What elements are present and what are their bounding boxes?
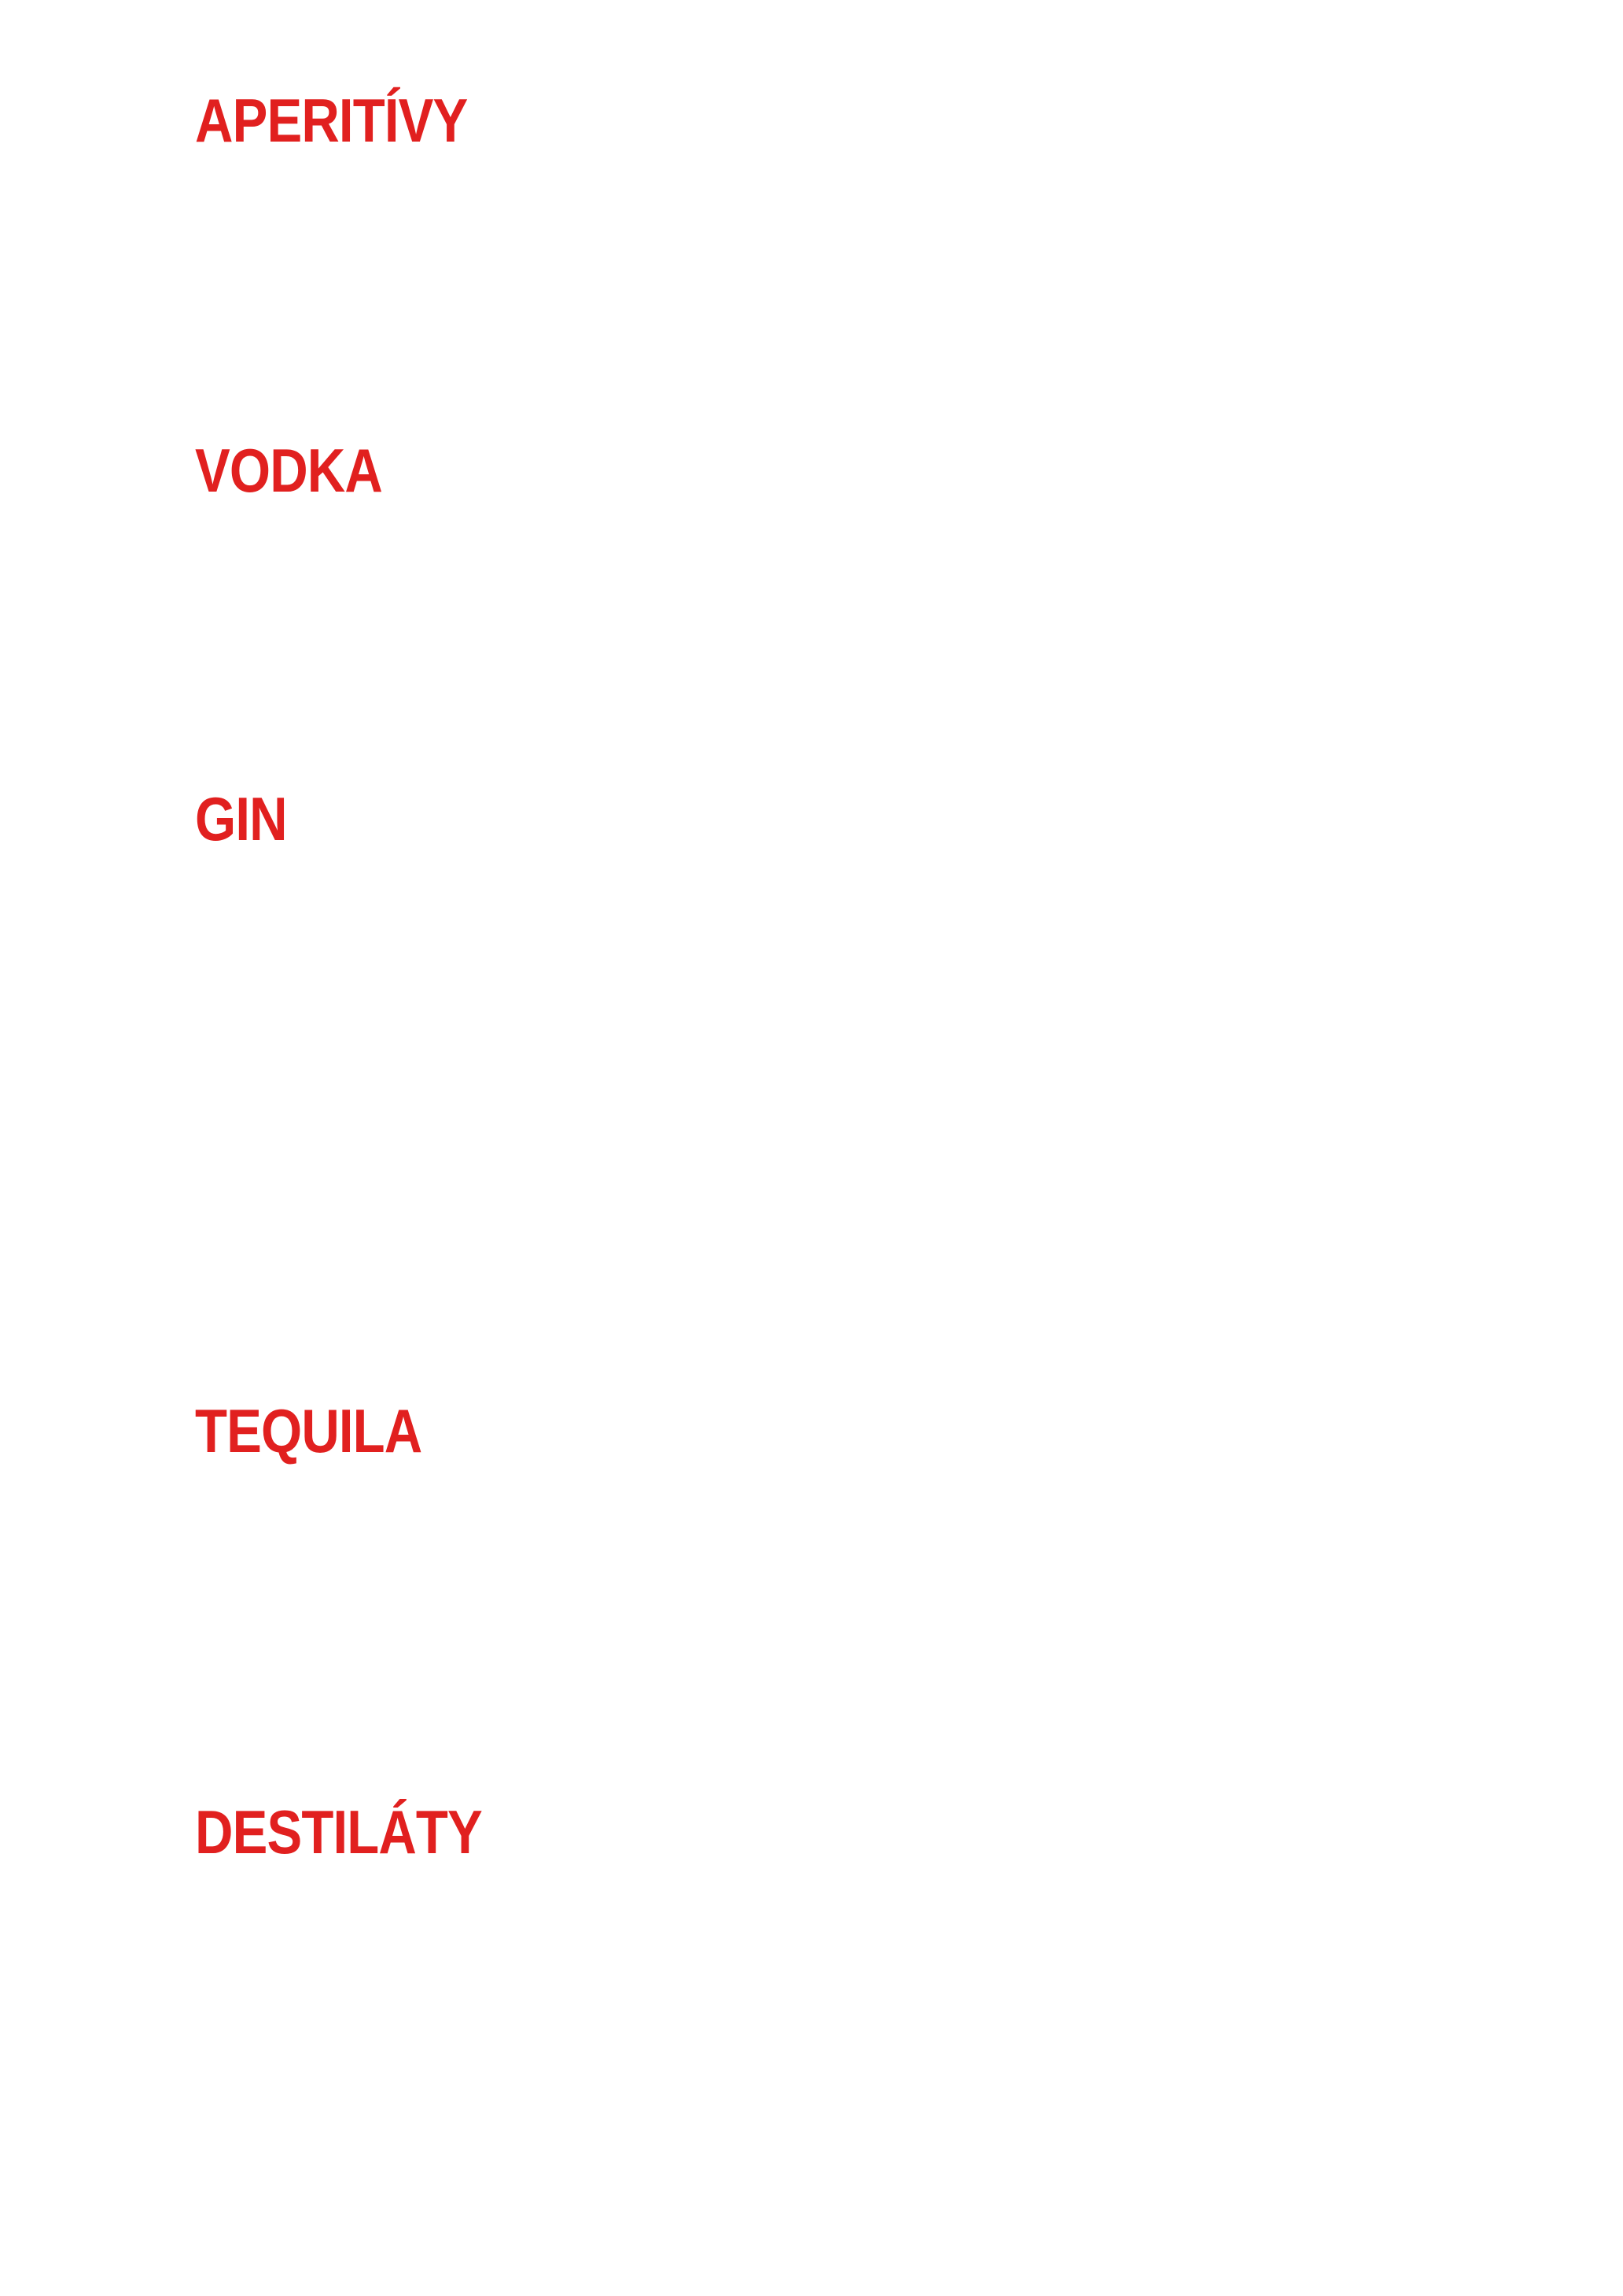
section-heading-destilaty: DESTILÁTY [195,1797,482,1867]
section-heading-tequila: TEQUILA [195,1396,422,1465]
section-heading-gin: GIN [195,784,287,853]
section-heading-aperitivy: APERITÍVY [195,86,468,155]
section-heading-vodka: VODKA [195,436,382,505]
